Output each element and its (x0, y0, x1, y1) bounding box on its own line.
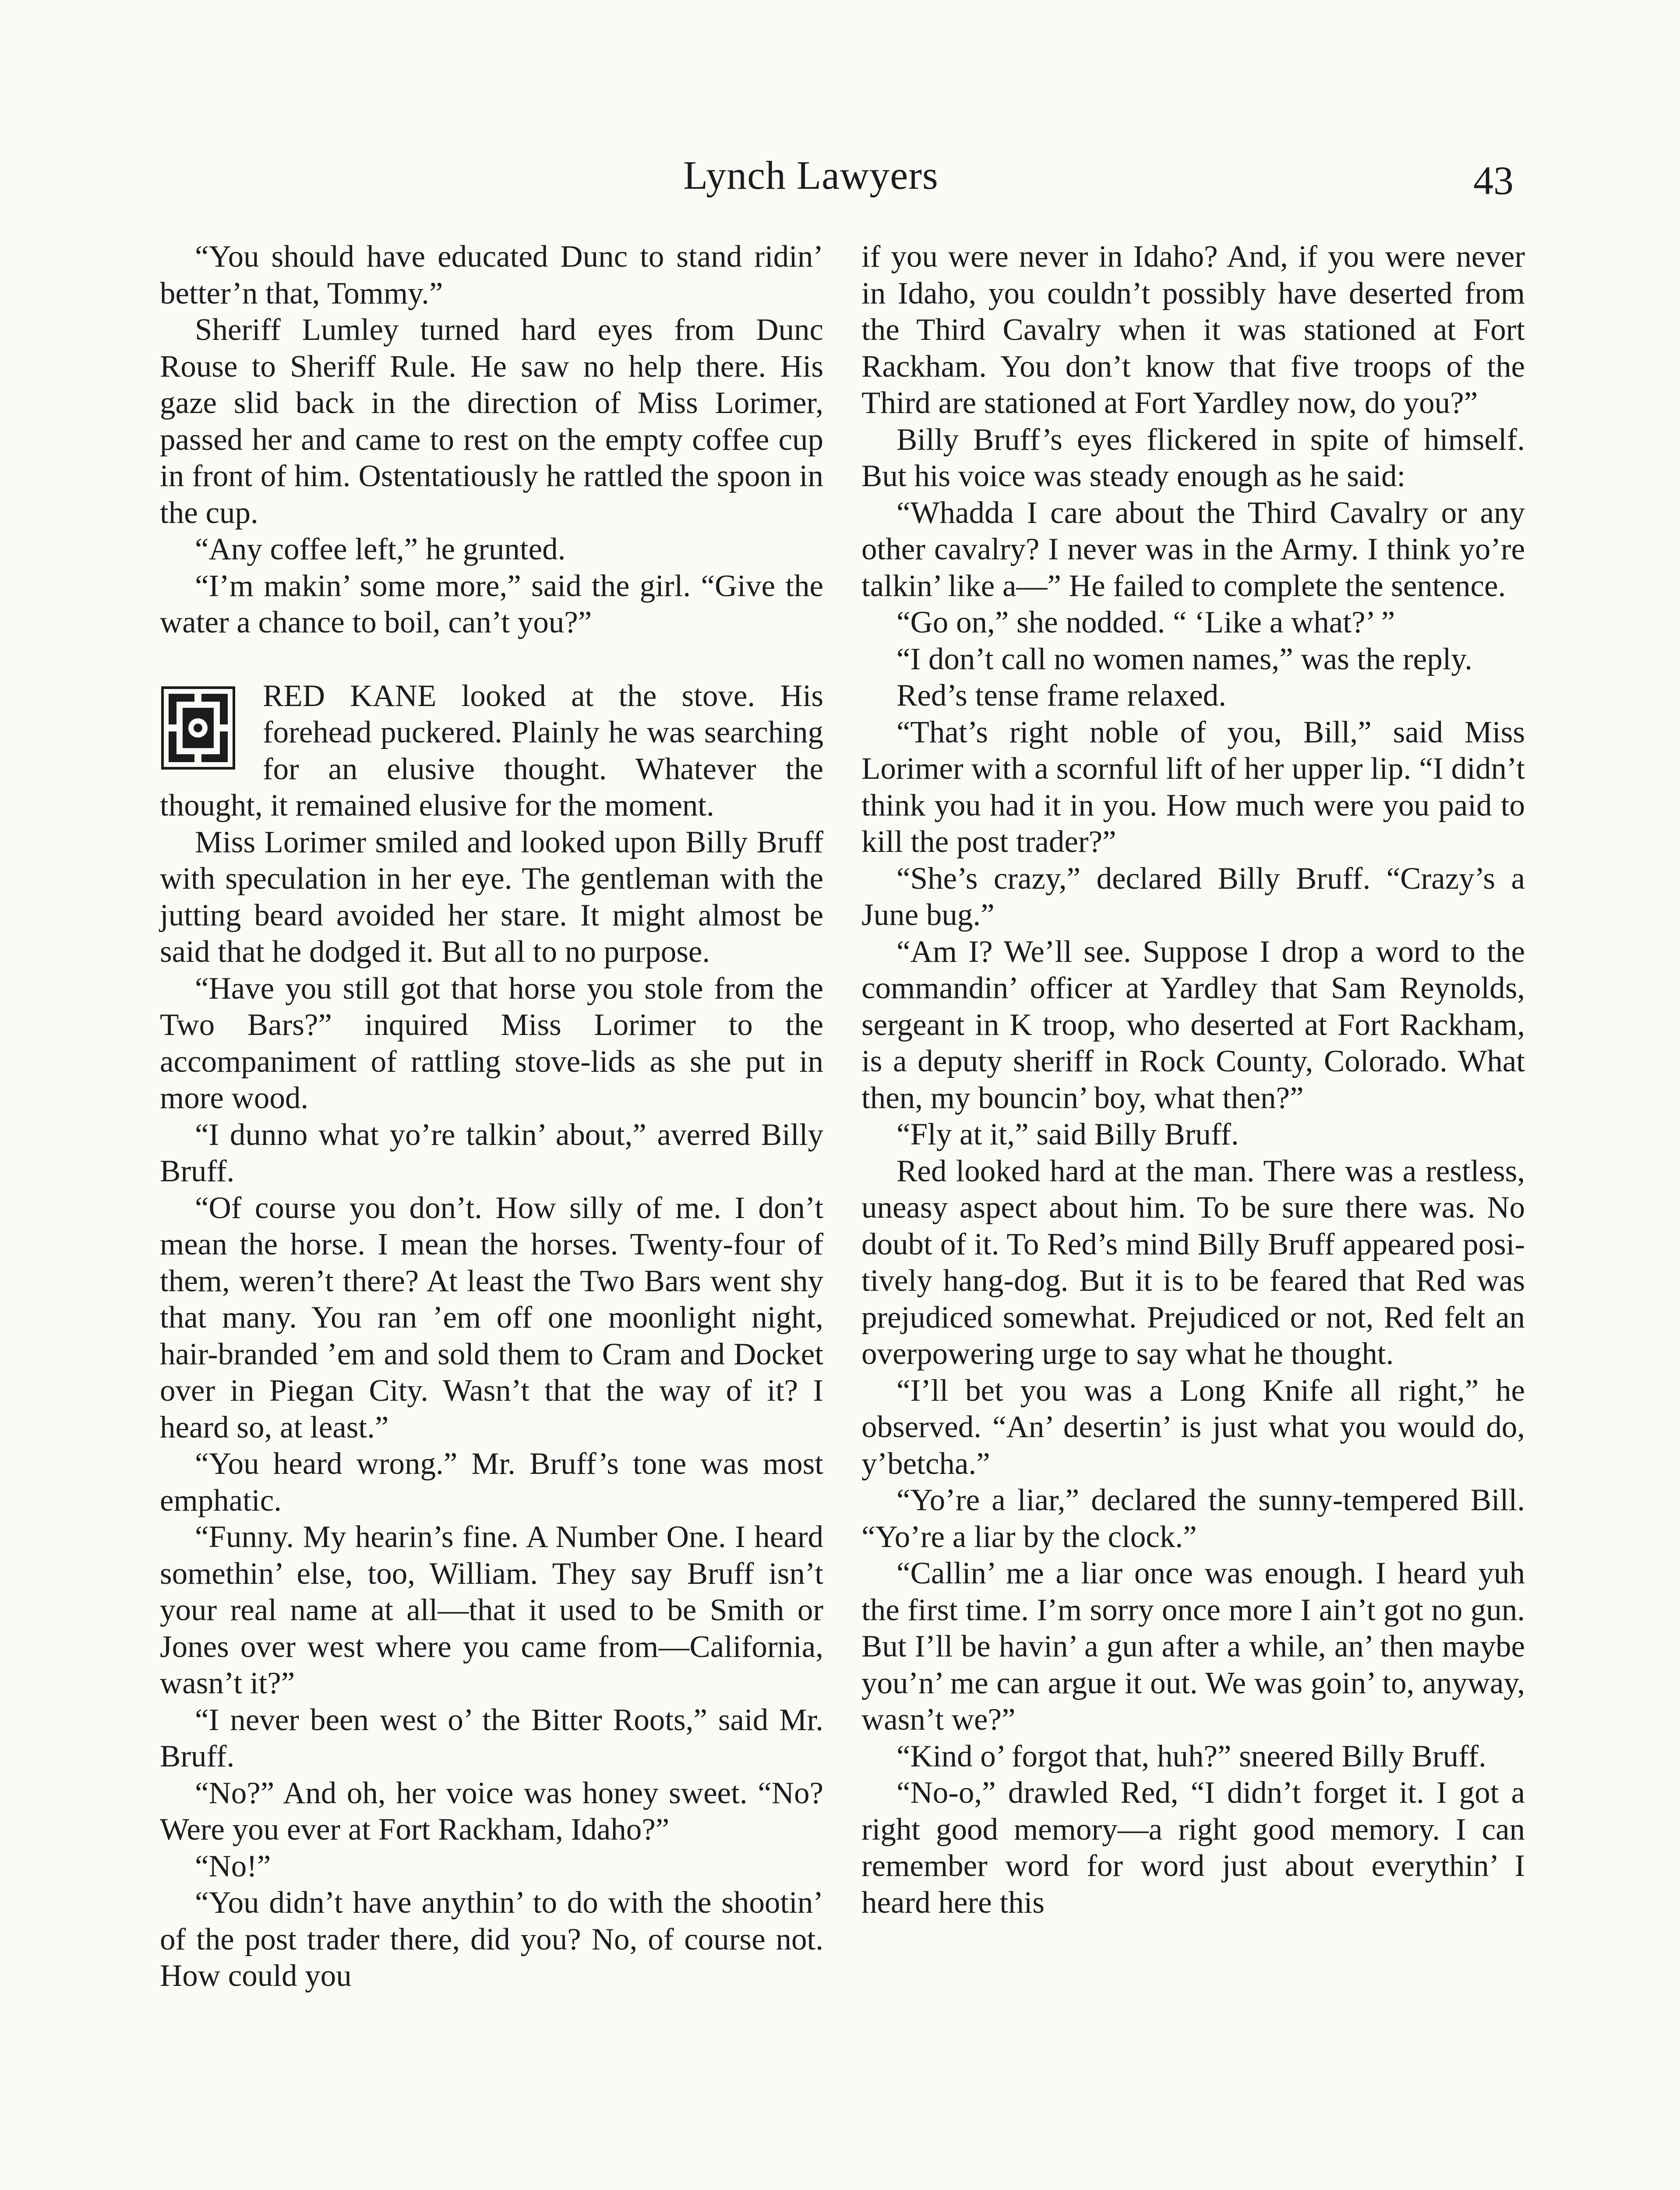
paragraph: “Fly at it,” said Billy Bruff. (896, 1117, 1239, 1152)
paragraph: “I’ll bet you was a Long Knife all right,” he observed. “An’ desertin’ is just what you would do, y’betcha.” (861, 1373, 1525, 1481)
paragraph: Billy Bruff’s eyes flickered in spite of himself. But his voice was steady enough as he said: (861, 422, 1525, 493)
paragraph: “She’s crazy,” declared Billy Bruff. “Crazy’s a June bug.” (861, 861, 1525, 932)
paragraph: “You heard wrong.” Mr. Bruff’s tone was most emphatic. (160, 1447, 823, 1518)
page-header (0, 145, 1680, 206)
paragraph: “Go on,” she nodded. “ ‘Like a what?’ ” (896, 605, 1395, 639)
paragraph: RED KANE looked at the stove. His forehead puckered. Plainly he was searching for an elusive thought. Whatever the thought, it remained elusive for the moment. (160, 678, 823, 823)
paragraph: “I never been west o’ the Bitter Roots,” said Mr. Bruff. (160, 1703, 823, 1773)
paragraph: Red’s tense frame relaxed. (896, 678, 1227, 713)
paragraph: Miss Lorimer smiled and looked upon Billy Bruff with speculation in her eye. The gentleman with the jutting beard avoided her stare. It might almost be said that he dodged it. But all to no purpose. (160, 825, 823, 969)
paragraph: “Have you still got that horse you stole from the Two Bars?” inquired Miss Lorimer to the accompaniment of rattling stove-lids as she put in more wood. (160, 971, 823, 1115)
paragraph: “I’m makin’ some more,” said the girl. “Give the water a chance to boil, can’t you?” (160, 569, 823, 639)
paragraph: “Whadda I care about the Third Cavalry or any other cavalry? I never was in the Army. I think yo’re talkin’ like a—” He failed to complete the sentence. (861, 495, 1525, 603)
right-column (861, 239, 1525, 1921)
paragraph: “Funny. My hearin’s fine. A Number One. I heard somethin’ else, too, William. They say Bruff isn’t your real name at all—that it used to be Smith or Jones over west where you came from—California, wasn’t it?” (160, 1520, 823, 1700)
paragraph-continued: if you were never in Idaho? And, if you were never in Idaho, you couldn’t possibly have deserted from the Third Cavalry when it was stationed at Fort Rackham. You don’t know that five troops of the Third are stationed at Fort Yardley now, do you?” (861, 240, 1525, 420)
paragraph: “No!” (195, 1849, 271, 1883)
running-title: Lynch Lawyers (683, 153, 939, 198)
paragraph: “I dunno what yo’re talkin’ about,” averred Billy Bruff. (160, 1117, 823, 1188)
section-break-paragraph (160, 678, 823, 824)
paragraph: Sheriff Lumley turned hard eyes from Dunc Rouse to Sheriff Rule. He saw no help there. His gaze slid back in the direction of Miss Lorimer, passed her and came to rest on the empty coffee cup in front of him. Ostentatiously he rattled the spoon in the cup. (160, 313, 823, 530)
left-column (160, 239, 823, 1995)
paragraph: “Kind o’ forgot that, huh?” sneered Billy Bruff. (896, 1739, 1486, 1773)
paragraph: “No-o,” drawled Red, “I didn’t forget it. I got a right good memory—a right good memory. I can remember word for word just about everythin’ I heard here this (861, 1776, 1525, 1920)
page-number: 43 (1473, 158, 1514, 203)
paragraph: “Callin’ me a liar once was enough. I heard yuh the first time. I’m sorry once more I ain’t got no gun. But I’ll be havin’ a gun after a while, an’ then maybe you’n’ me can argue it out. We was goin’ to, anyway, wasn’t we?” (861, 1556, 1525, 1737)
paragraph: “You didn’t have anythin’ to do with the shootin’ of the post trader there, did you? No, of course not. How could you (160, 1886, 823, 1993)
paragraph: “Yo’re a liar,” declared the sunny-tempered Bill. “Yo’re a liar by the clock.” (861, 1483, 1525, 1554)
paragraph: “No?” And oh, her voice was honey sweet. “No? Were you ever at Fort Rackham, Idaho?” (160, 1776, 823, 1847)
paragraph: “I don’t call no women names,” was the reply. (896, 642, 1473, 676)
paragraph: “Any coffee left,” he grunted. (195, 532, 566, 566)
paragraph: “Of course you don’t. How silly of me. I don’t mean the horse. I mean the horses. Twenty-four of them, weren’t there? At least the Two Bars went shy that many. You ran ’em off one moonlight night, hair-branded ’em and sold them to Cram and Docket over in Piegan City. Wasn’t that the way of it? I heard so, at least.” (160, 1190, 823, 1445)
paragraph: “That’s right noble of you, Bill,” said Miss Lorimer with a scornful lift of her upper lip. “I didn’t think you had it in you. How much were you paid to kill the post trader?” (861, 715, 1525, 859)
paragraph: Red looked hard at the man. There was a restless, uneasy aspect about him. To be sure there was. No doubt of it. To Red’s mind Billy Bruff appeared positively hang-dog. But it is to be feared that Red was prejudiced somewhat. Prejudiced or not, Red felt an overpowering urge to say what he thought. (861, 1154, 1525, 1371)
paragraph: “Am I? We’ll see. Suppose I drop a word to the commandin’ officer at Yardley that Sam Reynolds, sergeant in K troop, who deserted at Fort Rackham, is a deputy sheriff in Rock County, Colorado. What then, my bouncin’ boy, what then?” (861, 934, 1525, 1115)
paragraph: “You should have educated Dunc to stand ridin’ better’n that, Tommy.” (160, 240, 823, 311)
section-ornament-icon (160, 684, 236, 772)
